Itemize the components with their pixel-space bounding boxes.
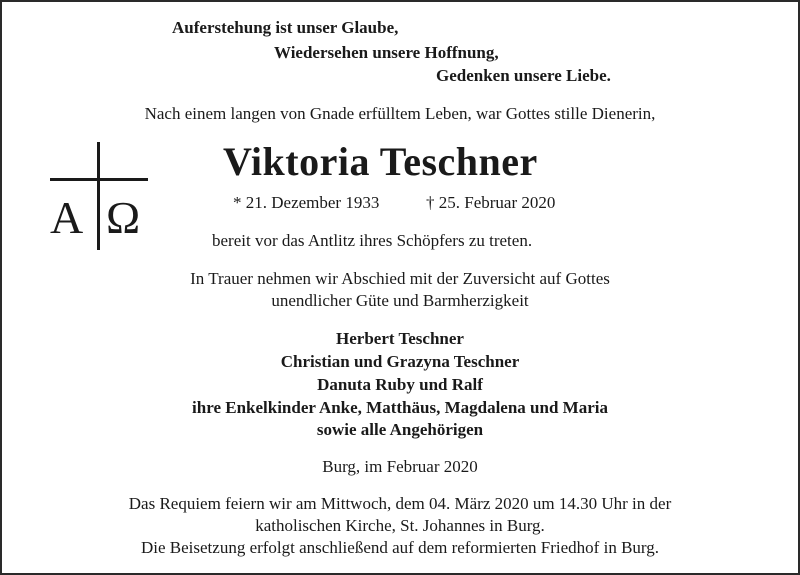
mourner-line: ihre Enkelkinder Anke, Matthäus, Magdalena und Maria [192,398,608,417]
mourner-line: Herbert Teschner [336,329,464,348]
service-line-1: Das Requiem feiern wir am Mittwoch, dem 04. März 2020 um 14.30 Uhr in der [128,494,672,513]
deceased-name: Viktoria Teschner [223,139,538,184]
mourner-line: Christian und Grazyna Teschner [280,352,520,371]
farewell-line-1: In Trauer nehmen wir Abschied mit der Zuversicht auf Gottes [190,269,610,288]
motto-line-1: Auferstehung ist unser Glaube, [172,18,399,37]
place-date: Burg, im Februar 2020 [322,457,478,476]
mourner-line: Danuta Ruby und Ralf [317,375,483,394]
death-date: † 25. Februar 2020 [426,193,556,212]
intro-text: Nach einem langen von Gnade erfülltem Leben, war Gottes stille Dienerin, [144,104,656,123]
cross-alpha-omega-icon [48,140,156,252]
omega-letter: Ω [106,192,141,243]
mourner-line: sowie alle Angehörigen [316,420,484,439]
motto-line-2: Wiedersehen unsere Hoffnung, [274,43,499,62]
service-line-3: Die Beisetzung erfolgt anschließend auf dem reformierten Friedhof in Burg. [140,538,660,557]
service-line-2: katholischen Kirche, St. Johannes in Burg. [255,516,545,535]
motto-line-3: Gedenken unsere Liebe. [436,66,611,85]
after-name-text: bereit vor das Antlitz ihres Schöpfers zu treten. [212,231,533,250]
farewell-line-2: unendlicher Güte und Barmherzigkeit [271,291,529,310]
alpha-letter: A [50,192,84,243]
birth-date: * 21. Dezember 1933 [233,193,380,212]
